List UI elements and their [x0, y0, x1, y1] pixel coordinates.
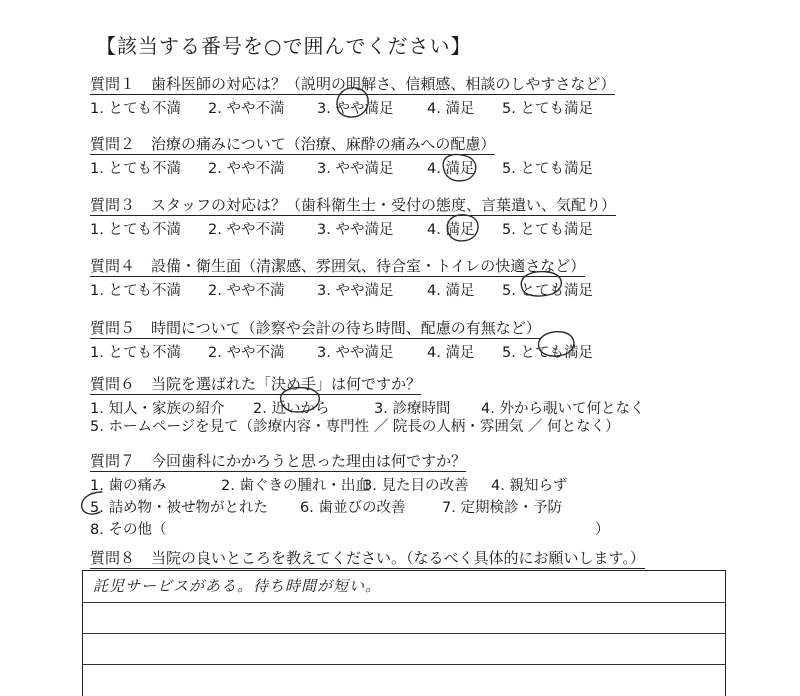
q6-option-2[interactable]: 2. 近いから [253, 401, 330, 417]
question-8-text: 当院の良いところを教えてください。（なるべく具体的にお願いします。） [151, 549, 645, 567]
q7-option-8[interactable]: 8. その他（ [90, 522, 167, 538]
question-4-text: 設備・衛生面（清潔感、雰囲気、待合室・トイレの快適さなど） [151, 257, 586, 275]
question-4-label: 質問４ [90, 257, 136, 275]
q4-option-3[interactable]: 3. やや満足 [317, 283, 394, 299]
q7-other-close-paren: ） [595, 522, 610, 538]
q1-option-4[interactable]: 4. 満足 [427, 101, 475, 117]
question-3 [90, 195, 700, 239]
answer-line [83, 664, 725, 665]
q4-option-1[interactable]: 1. とても不満 [90, 283, 181, 299]
page-title: 【該当する番号を○で囲んでください】 [96, 34, 472, 58]
question-6 [90, 374, 700, 438]
answer-line [83, 602, 725, 603]
question-1-text: 歯科医師の対応は？（説明の明解さ、信頼感、相談のしやすさなど） [151, 75, 616, 93]
answer-line [83, 633, 725, 634]
q2-option-3[interactable]: 3. やや満足 [317, 161, 394, 177]
question-7-heading [90, 451, 466, 472]
q2-option-5[interactable]: 5. とても満足 [502, 161, 593, 177]
question-6-text: 当院を選ばれた「決め手」は何ですか？ [151, 375, 422, 393]
q2-option-4[interactable]: 4. 満足 [427, 161, 475, 177]
question-2 [90, 134, 700, 178]
question-8 [90, 548, 700, 569]
question-8-label: 質問８ [90, 549, 136, 567]
question-6-heading [90, 374, 421, 395]
question-5-text: 時間について（診察や会計の待ち時間、配慮の有無など） [151, 319, 541, 337]
q4-option-2[interactable]: 2. やや不満 [208, 283, 285, 299]
q3-option-3[interactable]: 3. やや満足 [317, 222, 394, 238]
q6-option-1[interactable]: 1. 知人・家族の紹介 [90, 401, 225, 417]
question-3-text: スタッフの対応は？（歯科衛生士・受付の態度、言葉遣い、気配り） [151, 196, 617, 214]
q7-option-3[interactable]: 3. 見た目の改善 [363, 478, 469, 494]
question-5-options [90, 340, 700, 362]
q5-option-2[interactable]: 2. やや不満 [208, 345, 285, 361]
question-3-label: 質問３ [90, 196, 136, 214]
q1-option-1[interactable]: 1. とても不満 [90, 101, 181, 117]
question-7 [90, 451, 700, 538]
question-7-options-line1 [90, 473, 700, 494]
q7-option-6[interactable]: 6. 歯並びの改善 [300, 500, 406, 516]
question-3-options [90, 217, 700, 239]
q4-option-5[interactable]: 5. とても満足 [502, 283, 593, 299]
question-2-options [90, 156, 700, 178]
question-7-options-line2 [90, 495, 700, 516]
q2-option-2[interactable]: 2. やや不満 [208, 161, 285, 177]
question-7-text: 今回歯科にかかろうと思った理由は何ですか？ [151, 452, 467, 470]
q3-option-5[interactable]: 5. とても満足 [502, 222, 593, 238]
q6-option-4[interactable]: 4. 外から覗いて何となく [481, 401, 645, 417]
q6-option-3[interactable]: 3. 診療時間 [374, 401, 451, 417]
q7-option-5[interactable]: 5. 詰め物・被せ物がとれた [90, 500, 268, 516]
question-1 [90, 74, 700, 118]
question-7-options-line3 [90, 517, 700, 538]
question-3-heading [90, 195, 616, 216]
question-1-label: 質問１ [90, 75, 136, 93]
q5-option-3[interactable]: 3. やや満足 [317, 345, 394, 361]
question-5-heading [90, 318, 541, 339]
question-4-heading [90, 256, 585, 277]
question-2-label: 質問２ [90, 135, 136, 153]
question-5-label: 質問５ [90, 319, 136, 337]
q1-option-3[interactable]: 3. やや満足 [317, 101, 394, 117]
question-5 [90, 318, 700, 362]
q7-option-7[interactable]: 7. 定期検診・予防 [442, 500, 562, 516]
question-2-heading [90, 134, 495, 155]
q3-option-4[interactable]: 4. 満足 [427, 222, 475, 238]
q2-option-1[interactable]: 1. とても不満 [90, 161, 181, 177]
q5-option-1[interactable]: 1. とても不満 [90, 345, 181, 361]
answer-box[interactable] [82, 570, 726, 696]
q5-option-5[interactable]: 5. とても満足 [502, 345, 593, 361]
question-1-heading [90, 74, 615, 95]
q6-option-5[interactable]: 5. ホームページを見て（診療内容・専門性 ／ 院長の人柄・雰囲気 ／ 何となく） [90, 419, 620, 435]
question-1-options [90, 96, 700, 118]
question-6-options-line1 [90, 396, 700, 417]
question-4-options [90, 278, 700, 300]
question-7-label: 質問７ [90, 452, 136, 470]
question-8-heading [90, 548, 645, 569]
q1-option-5[interactable]: 5. とても満足 [502, 101, 593, 117]
handwritten-answer: 託児サービスがある。待ち時間が短い。 [93, 577, 382, 595]
q4-option-4[interactable]: 4. 満足 [427, 283, 475, 299]
q7-option-4[interactable]: 4. 親知らず [491, 478, 568, 494]
question-6-label: 質問６ [90, 375, 136, 393]
q7-option-1[interactable]: 1. 歯の痛み [90, 478, 167, 494]
q1-option-2[interactable]: 2. やや不満 [208, 101, 285, 117]
q3-option-2[interactable]: 2. やや不満 [208, 222, 285, 238]
q7-option-2[interactable]: 2. 歯ぐきの腫れ・出血 [221, 478, 370, 494]
question-2-text: 治療の痛みについて（治療、麻酔の痛みへの配慮） [151, 135, 496, 153]
q3-option-1[interactable]: 1. とても不満 [90, 222, 181, 238]
q5-option-4[interactable]: 4. 満足 [427, 345, 475, 361]
question-4 [90, 256, 700, 300]
